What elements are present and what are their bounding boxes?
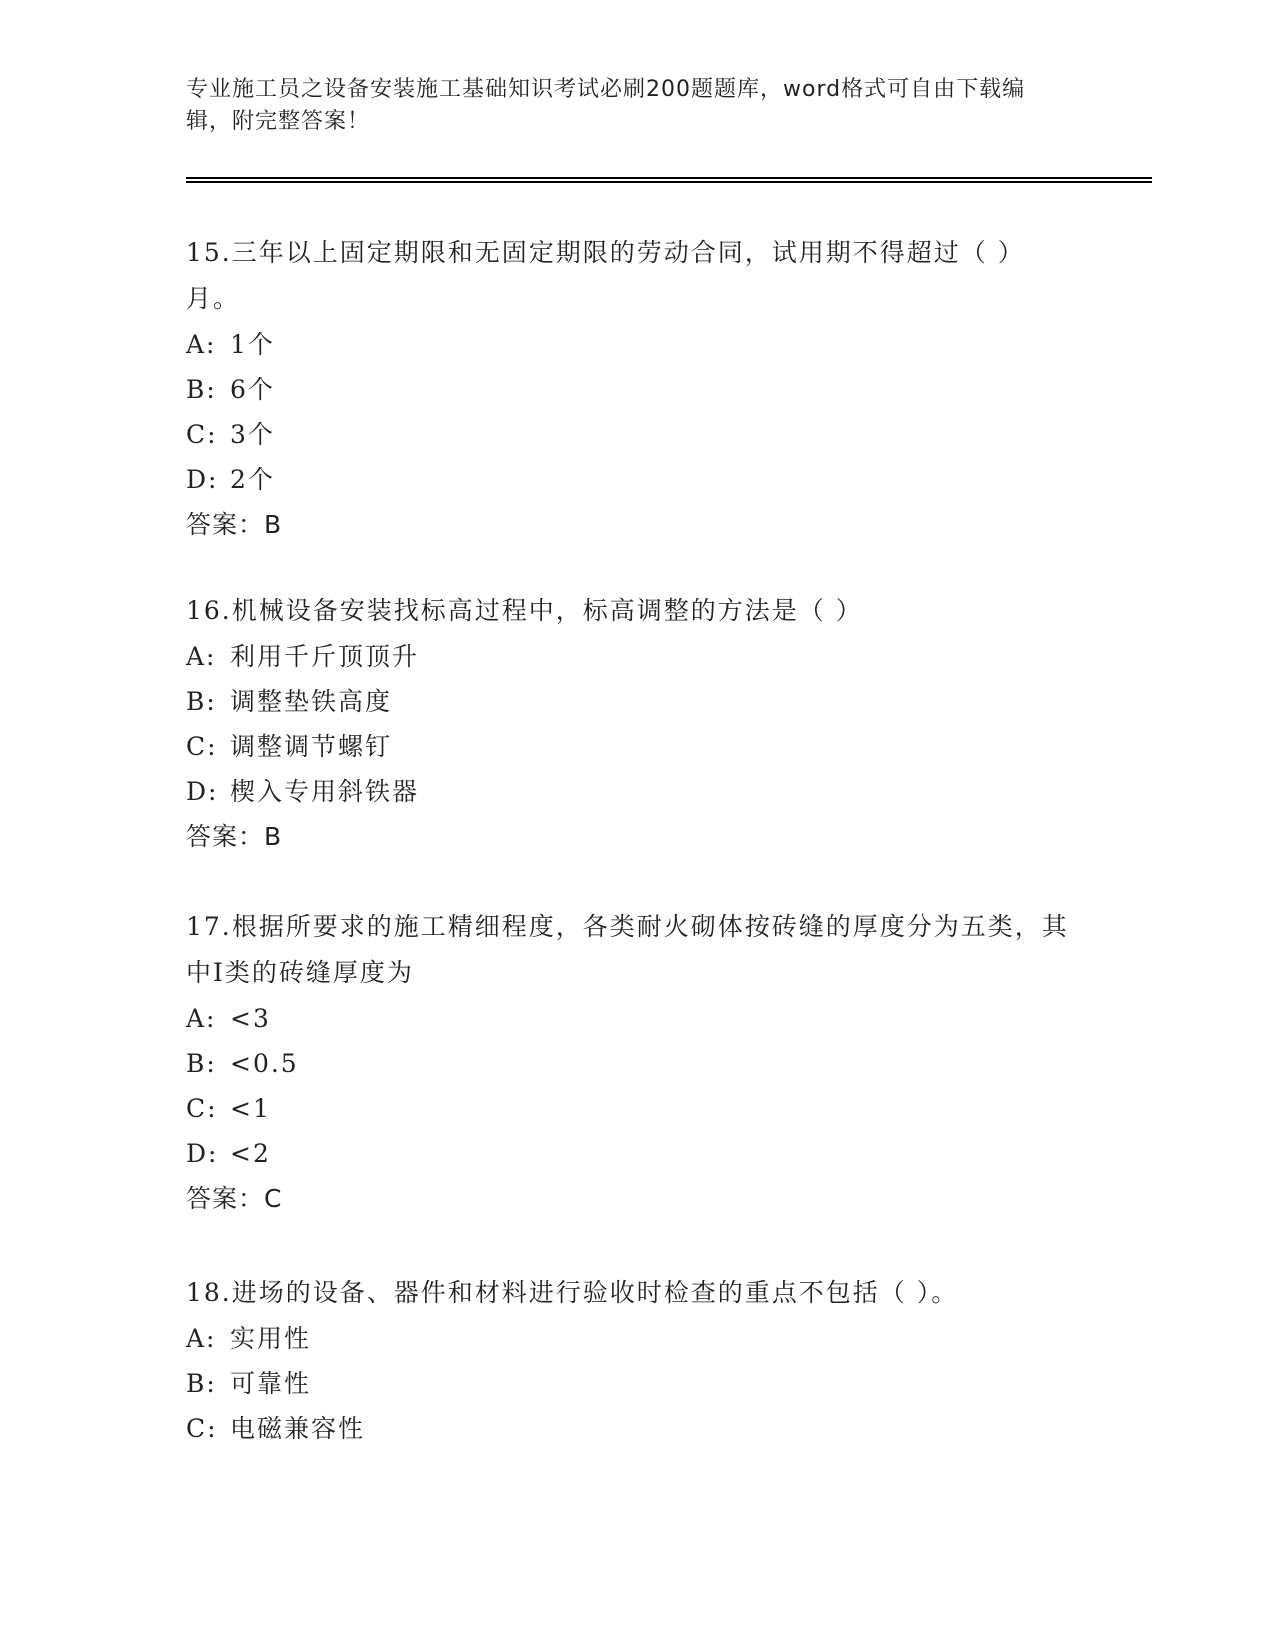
option-key: D:: [186, 777, 219, 806]
option-key: A:: [186, 1324, 217, 1353]
option-d: [186, 1131, 1076, 1176]
option-key: D:: [186, 1139, 219, 1168]
option-text: <3: [230, 1004, 271, 1033]
option-key: C:: [186, 1414, 218, 1443]
option-key: C:: [186, 1094, 218, 1123]
option-key: A:: [186, 330, 217, 359]
question-stem: 15.三年以上固定期限和无固定期限的劳动合同，试用期不得超过（ ）月。: [186, 238, 1025, 313]
option-c: [186, 412, 1076, 457]
question-stem: 16.机械设备安装找标高过程中，标高调整的方法是（ ）: [186, 596, 863, 625]
question-18: [186, 1270, 1076, 1451]
option-d: [186, 769, 1076, 814]
option-a: [186, 996, 1076, 1041]
question-17: [186, 904, 1076, 1222]
option-key: C:: [186, 420, 218, 449]
option-text: 6个: [230, 375, 275, 404]
option-key: B:: [186, 375, 217, 404]
answer-label: 答案：B: [186, 822, 283, 851]
option-text: <1: [230, 1094, 271, 1123]
option-a: [186, 634, 1076, 679]
option-b: [186, 367, 1076, 412]
option-b: [186, 679, 1076, 724]
option-text: 实用性: [230, 1324, 312, 1353]
option-a: [186, 1316, 1076, 1361]
option-key: A:: [186, 642, 217, 671]
option-text: 楔入专用斜铁器: [230, 777, 420, 806]
option-a: [186, 322, 1076, 367]
document-title: 专业施工员之设备安装施工基础知识考试必刷200题题库，word格式可自由下载编辑，附完整答案！: [186, 77, 1026, 134]
header-divider-top: [186, 177, 1152, 179]
option-text: 2个: [230, 465, 275, 494]
question-stem: 17.根据所要求的施工精细程度，各类耐火砌体按砖缝的厚度分为五类，其中I类的砖缝厚度为: [186, 912, 1069, 987]
option-c: [186, 1086, 1076, 1131]
option-key: D:: [186, 465, 219, 494]
option-key: B:: [186, 1369, 217, 1398]
option-text: 调整垫铁高度: [230, 687, 393, 716]
option-c: [186, 724, 1076, 769]
option-text: 1个: [230, 330, 275, 359]
option-key: C:: [186, 732, 218, 761]
question-15: [186, 230, 1076, 548]
option-b: [186, 1361, 1076, 1406]
question-stem: 18.进场的设备、器件和材料进行验收时检查的重点不包括（ ）。: [186, 1278, 959, 1307]
option-text: 电磁兼容性: [230, 1414, 366, 1443]
option-c: [186, 1406, 1076, 1451]
option-text: 3个: [230, 420, 275, 449]
option-key: B:: [186, 687, 217, 716]
option-text: <2: [230, 1139, 271, 1168]
question-16: [186, 588, 1076, 860]
answer-label: 答案：C: [186, 1184, 283, 1213]
header-divider-bottom: [186, 181, 1152, 183]
option-text: 利用千斤顶顶升: [230, 642, 420, 671]
answer-label: 答案：B: [186, 510, 283, 539]
option-text: 调整调节螺钉: [230, 732, 393, 761]
option-d: [186, 457, 1076, 502]
option-b: [186, 1041, 1076, 1086]
document-header: [186, 74, 1066, 138]
option-key: B:: [186, 1049, 217, 1078]
option-text: <0.5: [230, 1049, 299, 1078]
option-text: 可靠性: [230, 1369, 312, 1398]
option-key: A:: [186, 1004, 217, 1033]
